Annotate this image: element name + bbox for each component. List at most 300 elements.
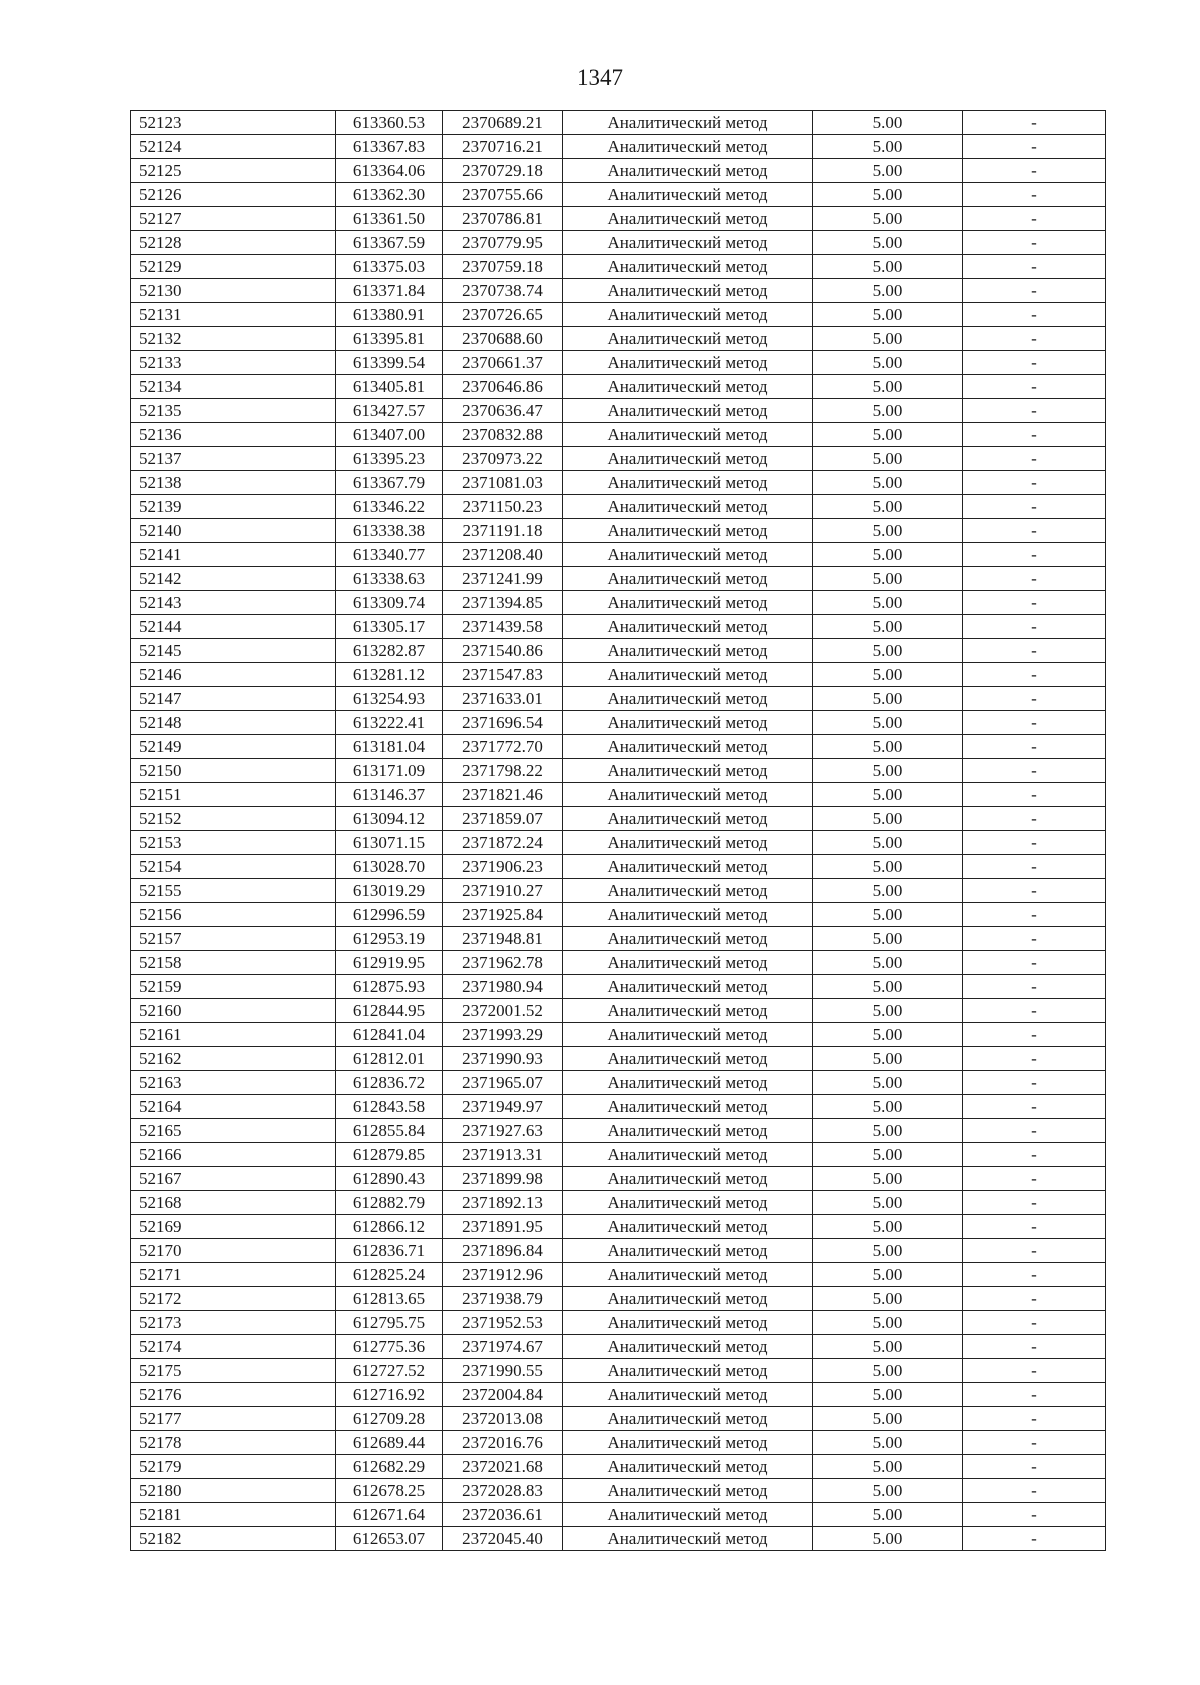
note-cell: - [963, 183, 1106, 207]
accuracy-cell: 5.00 [813, 135, 963, 159]
method-cell: Аналитический метод [563, 639, 813, 663]
accuracy-cell: 5.00 [813, 591, 963, 615]
x-coordinate-cell: 613146.37 [336, 783, 443, 807]
note-cell: - [963, 639, 1106, 663]
accuracy-cell: 5.00 [813, 903, 963, 927]
accuracy-cell: 5.00 [813, 423, 963, 447]
accuracy-cell: 5.00 [813, 183, 963, 207]
table-row [131, 327, 1106, 351]
note-cell: - [963, 399, 1106, 423]
method-cell: Аналитический метод [563, 183, 813, 207]
method-cell: Аналитический метод [563, 399, 813, 423]
point-number-cell: 52144 [131, 615, 336, 639]
method-cell: Аналитический метод [563, 159, 813, 183]
point-number-cell: 52153 [131, 831, 336, 855]
point-number-cell: 52171 [131, 1263, 336, 1287]
note-cell: - [963, 807, 1106, 831]
table-row [131, 1479, 1106, 1503]
y-coordinate-cell: 2371081.03 [443, 471, 563, 495]
x-coordinate-cell: 613399.54 [336, 351, 443, 375]
accuracy-cell: 5.00 [813, 255, 963, 279]
y-coordinate-cell: 2371913.31 [443, 1143, 563, 1167]
note-cell: - [963, 111, 1106, 135]
table-row [131, 351, 1106, 375]
method-cell: Аналитический метод [563, 1143, 813, 1167]
y-coordinate-cell: 2371896.84 [443, 1239, 563, 1263]
note-cell: - [963, 1287, 1106, 1311]
x-coordinate-cell: 613171.09 [336, 759, 443, 783]
accuracy-cell: 5.00 [813, 1503, 963, 1527]
point-number-cell: 52161 [131, 1023, 336, 1047]
method-cell: Аналитический метод [563, 783, 813, 807]
table-row [131, 927, 1106, 951]
accuracy-cell: 5.00 [813, 1215, 963, 1239]
table-row [131, 735, 1106, 759]
method-cell: Аналитический метод [563, 255, 813, 279]
note-cell: - [963, 231, 1106, 255]
table-row [131, 687, 1106, 711]
point-number-cell: 52123 [131, 111, 336, 135]
accuracy-cell: 5.00 [813, 1359, 963, 1383]
y-coordinate-cell: 2371993.29 [443, 1023, 563, 1047]
table-row [131, 375, 1106, 399]
note-cell: - [963, 351, 1106, 375]
method-cell: Аналитический метод [563, 1359, 813, 1383]
accuracy-cell: 5.00 [813, 735, 963, 759]
y-coordinate-cell: 2371910.27 [443, 879, 563, 903]
table-row [131, 1071, 1106, 1095]
accuracy-cell: 5.00 [813, 1479, 963, 1503]
y-coordinate-cell: 2371696.54 [443, 711, 563, 735]
table-row [131, 1311, 1106, 1335]
point-number-cell: 52137 [131, 447, 336, 471]
note-cell: - [963, 375, 1106, 399]
y-coordinate-cell: 2371821.46 [443, 783, 563, 807]
table-row [131, 423, 1106, 447]
accuracy-cell: 5.00 [813, 567, 963, 591]
method-cell: Аналитический метод [563, 591, 813, 615]
y-coordinate-cell: 2371949.97 [443, 1095, 563, 1119]
table-row [131, 495, 1106, 519]
accuracy-cell: 5.00 [813, 711, 963, 735]
y-coordinate-cell: 2371912.96 [443, 1263, 563, 1287]
note-cell: - [963, 255, 1106, 279]
y-coordinate-cell: 2372016.76 [443, 1431, 563, 1455]
accuracy-cell: 5.00 [813, 399, 963, 423]
accuracy-cell: 5.00 [813, 1239, 963, 1263]
note-cell: - [963, 879, 1106, 903]
accuracy-cell: 5.00 [813, 471, 963, 495]
point-number-cell: 52178 [131, 1431, 336, 1455]
table-row [131, 1287, 1106, 1311]
method-cell: Аналитический метод [563, 903, 813, 927]
note-cell: - [963, 1503, 1106, 1527]
table-row [131, 159, 1106, 183]
note-cell: - [963, 615, 1106, 639]
method-cell: Аналитический метод [563, 495, 813, 519]
point-number-cell: 52133 [131, 351, 336, 375]
point-number-cell: 52138 [131, 471, 336, 495]
accuracy-cell: 5.00 [813, 951, 963, 975]
method-cell: Аналитический метод [563, 1479, 813, 1503]
point-number-cell: 52182 [131, 1527, 336, 1551]
x-coordinate-cell: 612689.44 [336, 1431, 443, 1455]
note-cell: - [963, 855, 1106, 879]
y-coordinate-cell: 2370755.66 [443, 183, 563, 207]
accuracy-cell: 5.00 [813, 1143, 963, 1167]
table-row [131, 135, 1106, 159]
y-coordinate-cell: 2371208.40 [443, 543, 563, 567]
point-number-cell: 52180 [131, 1479, 336, 1503]
method-cell: Аналитический метод [563, 543, 813, 567]
note-cell: - [963, 135, 1106, 159]
x-coordinate-cell: 613371.84 [336, 279, 443, 303]
table-row [131, 1023, 1106, 1047]
note-cell: - [963, 1527, 1106, 1551]
table-row [131, 567, 1106, 591]
table-row [131, 615, 1106, 639]
accuracy-cell: 5.00 [813, 1263, 963, 1287]
x-coordinate-cell: 612813.65 [336, 1287, 443, 1311]
note-cell: - [963, 1407, 1106, 1431]
y-coordinate-cell: 2372028.83 [443, 1479, 563, 1503]
method-cell: Аналитический метод [563, 999, 813, 1023]
y-coordinate-cell: 2371938.79 [443, 1287, 563, 1311]
method-cell: Аналитический метод [563, 663, 813, 687]
note-cell: - [963, 327, 1106, 351]
x-coordinate-cell: 613405.81 [336, 375, 443, 399]
accuracy-cell: 5.00 [813, 447, 963, 471]
y-coordinate-cell: 2371990.93 [443, 1047, 563, 1071]
method-cell: Аналитический метод [563, 1071, 813, 1095]
table-row [131, 255, 1106, 279]
point-number-cell: 52168 [131, 1191, 336, 1215]
y-coordinate-cell: 2371965.07 [443, 1071, 563, 1095]
accuracy-cell: 5.00 [813, 975, 963, 999]
y-coordinate-cell: 2371927.63 [443, 1119, 563, 1143]
point-number-cell: 52173 [131, 1311, 336, 1335]
table-row [131, 1503, 1106, 1527]
method-cell: Аналитический метод [563, 135, 813, 159]
x-coordinate-cell: 612844.95 [336, 999, 443, 1023]
method-cell: Аналитический метод [563, 1527, 813, 1551]
accuracy-cell: 5.00 [813, 663, 963, 687]
note-cell: - [963, 591, 1106, 615]
point-number-cell: 52181 [131, 1503, 336, 1527]
accuracy-cell: 5.00 [813, 1287, 963, 1311]
note-cell: - [963, 1455, 1106, 1479]
point-number-cell: 52135 [131, 399, 336, 423]
accuracy-cell: 5.00 [813, 1311, 963, 1335]
method-cell: Аналитический метод [563, 1431, 813, 1455]
method-cell: Аналитический метод [563, 1335, 813, 1359]
table-row [131, 1359, 1106, 1383]
method-cell: Аналитический метод [563, 111, 813, 135]
table-row [131, 1143, 1106, 1167]
x-coordinate-cell: 612841.04 [336, 1023, 443, 1047]
accuracy-cell: 5.00 [813, 351, 963, 375]
note-cell: - [963, 1431, 1106, 1455]
x-coordinate-cell: 612812.01 [336, 1047, 443, 1071]
x-coordinate-cell: 613254.93 [336, 687, 443, 711]
point-number-cell: 52165 [131, 1119, 336, 1143]
x-coordinate-cell: 613071.15 [336, 831, 443, 855]
method-cell: Аналитический метод [563, 231, 813, 255]
point-number-cell: 52124 [131, 135, 336, 159]
point-number-cell: 52167 [131, 1167, 336, 1191]
note-cell: - [963, 495, 1106, 519]
method-cell: Аналитический метод [563, 327, 813, 351]
note-cell: - [963, 1119, 1106, 1143]
table-row [131, 639, 1106, 663]
method-cell: Аналитический метод [563, 1503, 813, 1527]
point-number-cell: 52163 [131, 1071, 336, 1095]
point-number-cell: 52134 [131, 375, 336, 399]
method-cell: Аналитический метод [563, 1239, 813, 1263]
table-row [131, 783, 1106, 807]
point-number-cell: 52159 [131, 975, 336, 999]
table-row [131, 999, 1106, 1023]
method-cell: Аналитический метод [563, 927, 813, 951]
x-coordinate-cell: 612953.19 [336, 927, 443, 951]
x-coordinate-cell: 612653.07 [336, 1527, 443, 1551]
note-cell: - [963, 975, 1106, 999]
method-cell: Аналитический метод [563, 303, 813, 327]
point-number-cell: 52174 [131, 1335, 336, 1359]
accuracy-cell: 5.00 [813, 855, 963, 879]
note-cell: - [963, 735, 1106, 759]
x-coordinate-cell: 613395.23 [336, 447, 443, 471]
x-coordinate-cell: 613375.03 [336, 255, 443, 279]
table-row [131, 1431, 1106, 1455]
point-number-cell: 52141 [131, 543, 336, 567]
table-row [131, 1095, 1106, 1119]
y-coordinate-cell: 2371547.83 [443, 663, 563, 687]
accuracy-cell: 5.00 [813, 1167, 963, 1191]
x-coordinate-cell: 613367.59 [336, 231, 443, 255]
note-cell: - [963, 471, 1106, 495]
x-coordinate-cell: 613282.87 [336, 639, 443, 663]
y-coordinate-cell: 2371892.13 [443, 1191, 563, 1215]
table-row [131, 399, 1106, 423]
note-cell: - [963, 447, 1106, 471]
method-cell: Аналитический метод [563, 855, 813, 879]
x-coordinate-cell: 613028.70 [336, 855, 443, 879]
method-cell: Аналитический метод [563, 351, 813, 375]
table-row [131, 903, 1106, 927]
y-coordinate-cell: 2371990.55 [443, 1359, 563, 1383]
point-number-cell: 52166 [131, 1143, 336, 1167]
y-coordinate-cell: 2370689.21 [443, 111, 563, 135]
note-cell: - [963, 1047, 1106, 1071]
accuracy-cell: 5.00 [813, 327, 963, 351]
note-cell: - [963, 1383, 1106, 1407]
y-coordinate-cell: 2371241.99 [443, 567, 563, 591]
note-cell: - [963, 567, 1106, 591]
x-coordinate-cell: 612678.25 [336, 1479, 443, 1503]
table-row [131, 591, 1106, 615]
accuracy-cell: 5.00 [813, 375, 963, 399]
point-number-cell: 52140 [131, 519, 336, 543]
note-cell: - [963, 759, 1106, 783]
point-number-cell: 52177 [131, 1407, 336, 1431]
note-cell: - [963, 303, 1106, 327]
x-coordinate-cell: 612836.72 [336, 1071, 443, 1095]
x-coordinate-cell: 612671.64 [336, 1503, 443, 1527]
y-coordinate-cell: 2370779.95 [443, 231, 563, 255]
method-cell: Аналитический метод [563, 879, 813, 903]
method-cell: Аналитический метод [563, 1215, 813, 1239]
x-coordinate-cell: 612775.36 [336, 1335, 443, 1359]
accuracy-cell: 5.00 [813, 1407, 963, 1431]
x-coordinate-cell: 612919.95 [336, 951, 443, 975]
method-cell: Аналитический метод [563, 1311, 813, 1335]
y-coordinate-cell: 2371772.70 [443, 735, 563, 759]
y-coordinate-cell: 2371980.94 [443, 975, 563, 999]
point-number-cell: 52127 [131, 207, 336, 231]
note-cell: - [963, 207, 1106, 231]
note-cell: - [963, 927, 1106, 951]
note-cell: - [963, 687, 1106, 711]
x-coordinate-cell: 613019.29 [336, 879, 443, 903]
accuracy-cell: 5.00 [813, 1071, 963, 1095]
note-cell: - [963, 1191, 1106, 1215]
table-row [131, 855, 1106, 879]
method-cell: Аналитический метод [563, 951, 813, 975]
x-coordinate-cell: 613380.91 [336, 303, 443, 327]
y-coordinate-cell: 2370786.81 [443, 207, 563, 231]
method-cell: Аналитический метод [563, 1095, 813, 1119]
method-cell: Аналитический метод [563, 279, 813, 303]
x-coordinate-cell: 612890.43 [336, 1167, 443, 1191]
point-number-cell: 52170 [131, 1239, 336, 1263]
note-cell: - [963, 1167, 1106, 1191]
accuracy-cell: 5.00 [813, 1023, 963, 1047]
x-coordinate-cell: 613361.50 [336, 207, 443, 231]
point-number-cell: 52164 [131, 1095, 336, 1119]
y-coordinate-cell: 2371439.58 [443, 615, 563, 639]
note-cell: - [963, 1311, 1106, 1335]
point-number-cell: 52158 [131, 951, 336, 975]
method-cell: Аналитический метод [563, 207, 813, 231]
method-cell: Аналитический метод [563, 1383, 813, 1407]
x-coordinate-cell: 613181.04 [336, 735, 443, 759]
table-row [131, 543, 1106, 567]
note-cell: - [963, 1239, 1106, 1263]
accuracy-cell: 5.00 [813, 1455, 963, 1479]
y-coordinate-cell: 2370661.37 [443, 351, 563, 375]
method-cell: Аналитический метод [563, 1263, 813, 1287]
point-number-cell: 52148 [131, 711, 336, 735]
y-coordinate-cell: 2370726.65 [443, 303, 563, 327]
y-coordinate-cell: 2370973.22 [443, 447, 563, 471]
point-number-cell: 52146 [131, 663, 336, 687]
note-cell: - [963, 1143, 1106, 1167]
point-number-cell: 52156 [131, 903, 336, 927]
table-row [131, 879, 1106, 903]
y-coordinate-cell: 2370716.21 [443, 135, 563, 159]
method-cell: Аналитический метод [563, 1167, 813, 1191]
accuracy-cell: 5.00 [813, 831, 963, 855]
x-coordinate-cell: 613367.79 [336, 471, 443, 495]
method-cell: Аналитический метод [563, 1119, 813, 1143]
x-coordinate-cell: 613346.22 [336, 495, 443, 519]
y-coordinate-cell: 2371859.07 [443, 807, 563, 831]
point-number-cell: 52131 [131, 303, 336, 327]
x-coordinate-cell: 612855.84 [336, 1119, 443, 1143]
accuracy-cell: 5.00 [813, 111, 963, 135]
point-number-cell: 52145 [131, 639, 336, 663]
table-row [131, 447, 1106, 471]
accuracy-cell: 5.00 [813, 1383, 963, 1407]
table-row [131, 231, 1106, 255]
method-cell: Аналитический метод [563, 1455, 813, 1479]
point-number-cell: 52128 [131, 231, 336, 255]
accuracy-cell: 5.00 [813, 879, 963, 903]
method-cell: Аналитический метод [563, 735, 813, 759]
method-cell: Аналитический метод [563, 687, 813, 711]
point-number-cell: 52136 [131, 423, 336, 447]
accuracy-cell: 5.00 [813, 1047, 963, 1071]
note-cell: - [963, 1335, 1106, 1359]
x-coordinate-cell: 613362.30 [336, 183, 443, 207]
accuracy-cell: 5.00 [813, 543, 963, 567]
method-cell: Аналитический метод [563, 1047, 813, 1071]
y-coordinate-cell: 2371962.78 [443, 951, 563, 975]
accuracy-cell: 5.00 [813, 999, 963, 1023]
y-coordinate-cell: 2371952.53 [443, 1311, 563, 1335]
point-number-cell: 52130 [131, 279, 336, 303]
point-number-cell: 52147 [131, 687, 336, 711]
table-row [131, 1407, 1106, 1431]
method-cell: Аналитический метод [563, 471, 813, 495]
note-cell: - [963, 999, 1106, 1023]
y-coordinate-cell: 2370738.74 [443, 279, 563, 303]
table-row [131, 1047, 1106, 1071]
y-coordinate-cell: 2371872.24 [443, 831, 563, 855]
coordinates-table [130, 110, 1106, 1551]
point-number-cell: 52150 [131, 759, 336, 783]
point-number-cell: 52142 [131, 567, 336, 591]
x-coordinate-cell: 613340.77 [336, 543, 443, 567]
y-coordinate-cell: 2372036.61 [443, 1503, 563, 1527]
x-coordinate-cell: 613222.41 [336, 711, 443, 735]
x-coordinate-cell: 613395.81 [336, 327, 443, 351]
y-coordinate-cell: 2371394.85 [443, 591, 563, 615]
accuracy-cell: 5.00 [813, 927, 963, 951]
y-coordinate-cell: 2371948.81 [443, 927, 563, 951]
x-coordinate-cell: 612795.75 [336, 1311, 443, 1335]
y-coordinate-cell: 2370646.86 [443, 375, 563, 399]
table-row [131, 1383, 1106, 1407]
table-row [131, 1527, 1106, 1551]
method-cell: Аналитический метод [563, 1407, 813, 1431]
note-cell: - [963, 423, 1106, 447]
note-cell: - [963, 711, 1106, 735]
note-cell: - [963, 1263, 1106, 1287]
method-cell: Аналитический метод [563, 975, 813, 999]
accuracy-cell: 5.00 [813, 639, 963, 663]
x-coordinate-cell: 612996.59 [336, 903, 443, 927]
note-cell: - [963, 663, 1106, 687]
point-number-cell: 52176 [131, 1383, 336, 1407]
point-number-cell: 52179 [131, 1455, 336, 1479]
point-number-cell: 52151 [131, 783, 336, 807]
method-cell: Аналитический метод [563, 1023, 813, 1047]
table-row [131, 1263, 1106, 1287]
accuracy-cell: 5.00 [813, 759, 963, 783]
y-coordinate-cell: 2372045.40 [443, 1527, 563, 1551]
